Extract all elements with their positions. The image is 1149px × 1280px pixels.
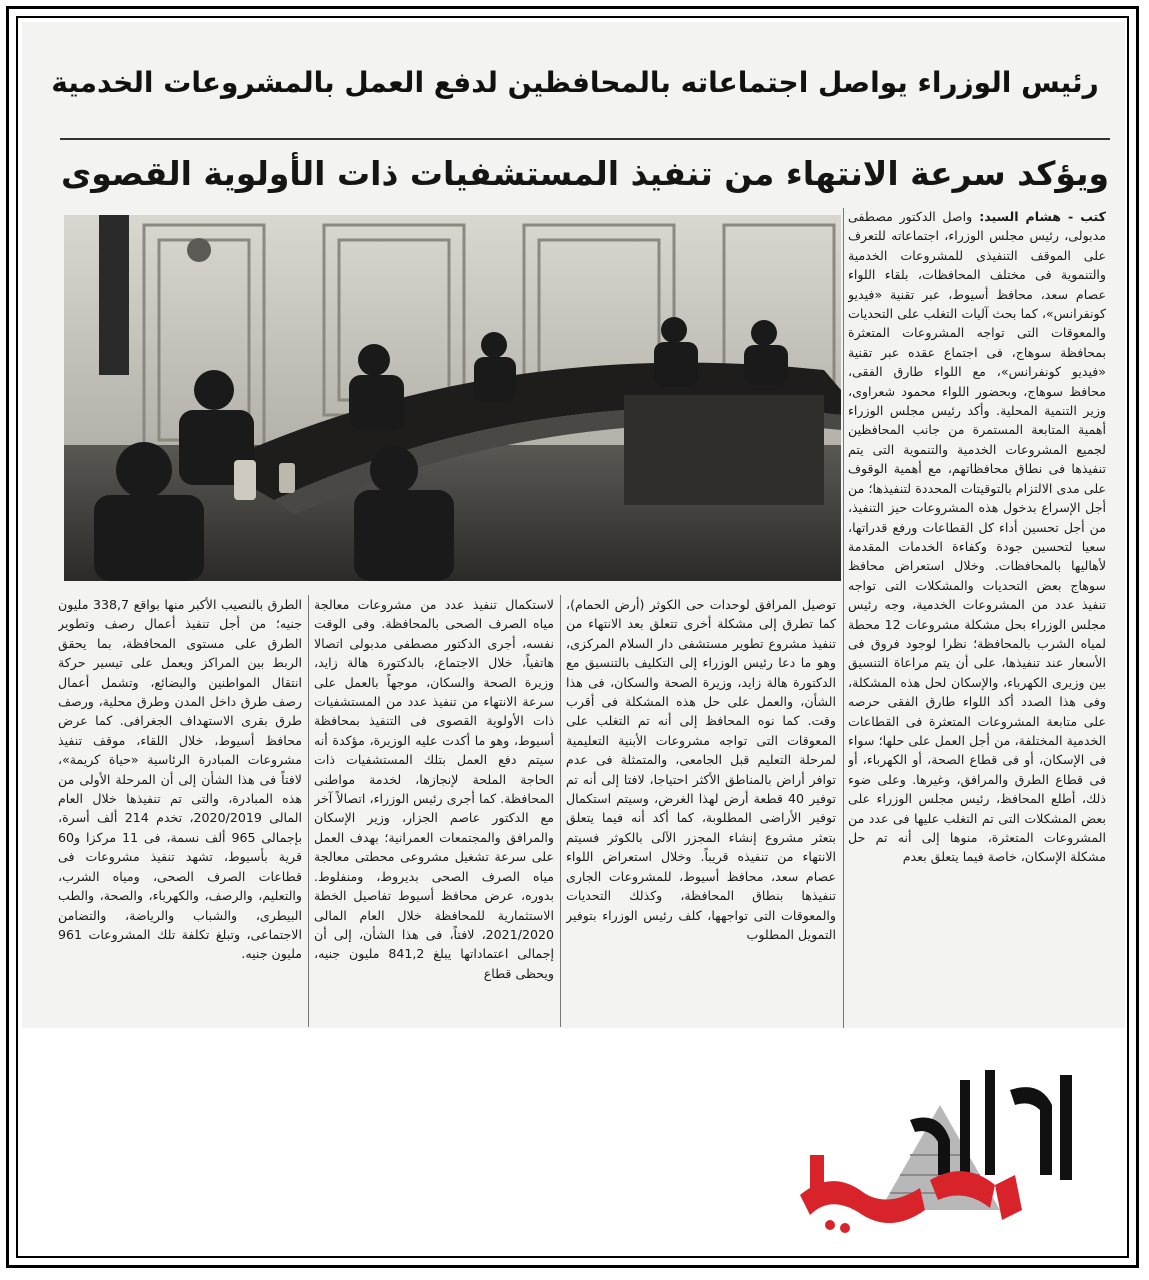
meeting-photo-illustration [64, 215, 841, 581]
column-divider [560, 595, 561, 1027]
column-divider [308, 595, 309, 1027]
subheadline: ويؤكد سرعة الانتهاء من تنفيذ المستشفيات ذات الأولوية القصوى [61, 154, 1109, 193]
article-column-3: لاستكمال تنفيذ عدد من مشروعات معالجة مياه الصرف الصحى بالمحافظة. وفى الوقت نفسه، أجرى الدكتور مصطفى مدبولى اتصالا هاتفياً، خلال الاجتماع، بالدكتورة هالة زايد، وزيرة الصحة والسكان، موجهاً بالعمل على سرعة الانتهاء من تنفيذ عدد من المستشفيات ذات الأولوية القصوى فى التنفيذ بمحافظة أسيوط، وهو ما أكدت عليه الوزيرة، مؤكدة أنه سيتم دفع العمل بتلك المستشفيات ذات الحاجة الملحة لإنجازها، لخدمة مواطنى المحافظة. كما أجرى رئيس الوزراء، اتصالاً آخر مع الدكتور عاصم الجزار، وزير الإسكان والمرافق والمجتمعات العمرانية؛ بهدف العمل على سرعة تشغيل مشروعى محطتى معالجة مياه الصرف الصحى بديروط، ومنفلوط. بدوره، عرض محافظ أسيوط تفاصيل الخطة الاستثمارية للمحافظة خلال العام المالى 2021/2020، لافتاً، فى هذا الشأن، إلى أن إجمالى اعتماداتها يبلغ 841,2 مليون جنيه، ويحظى قطاع [314, 597, 554, 981]
byline: كتب - هشام السيد: [972, 209, 1106, 224]
headline-rule [60, 138, 1110, 140]
column-divider [843, 208, 844, 1028]
article-column-1 [848, 207, 1106, 1029]
meeting-photo [64, 215, 841, 581]
newspaper-logo [790, 1060, 1090, 1240]
article-column-2: توصيل المرافق لوحدات حى الكوثر (أرض الحمام)، كما تطرق إلى مشكلة أخرى تتعلق بعد الانتهاء من تنفيذ مشروع تطوير مستشفى دار السلام المركزى، وهو ما دعا رئيس الوزراء إلى التكليف بالتنسيق مع الدكتورة هالة زايد، وزيرة الصحة والسكان، فى هذا الشأن، والعمل على حل هذه المشكلة فى أقرب وقت. كما نوه المحافظ إلى أنه تم التغلب على المعوقات التى تواجه مشروعات الأبنية التعليمية لمرحلة التعليم قبل الجامعى، والمتمثلة فى عدم توافر أراض بالمناطق الأكثر احتياجا، لافتا إلى أنه تم توفير 40 قطعة أرض لهذا الغرض، وسيتم استكمال توفير الأراضى المطلوبة، كما أكد أنه فيما يتعلق بتعثر مشروع إنشاء المجزر الآلى بالكوثر فسيتم الانتهاء من تنفيذه قريباً. وخلال استعراض اللواء عصام سعد، محافظ أسيوط، للمشروعات الجارى تنفيذها بنطاق المحافظة، وكذلك التحديات والمعوقات التى تواجهها، كلف رئيس الوزراء بتوفير التمويل المطلوب [566, 597, 836, 942]
article-column-4: الطرق بالنصيب الأكبر منها بواقع 338,7 مليون جنيه؛ من أجل تنفيذ أعمال رصف وتطوير الطرق على مستوى المحافظة، بما يحقق الربط بين المراكز ويعمل على تيسير حركة انتقال المواطنين والبضائع، وتشمل أعمال رصف طرق داخل المدن وطرق محلية، ورصف طرق بقرى الاستهداف الجغرافى. كما عرض محافظ أسيوط، خلال اللقاء، موقف تنفيذ مشروعات المبادرة الرئاسية «حياة كريمة»، لافتاً فى هذا الشأن إلى أن المرحلة الأولى من هذه المبادرة، والتى تم تنفيذها خلال العام المالى 2020/2019، تخدم 214 ألف أسرة، بإجمالى 965 ألف نسمة، فى 11 مركزا و60 قرية بأسيوط، تشهد تنفيذ مشروعات فى قطاعات الصرف الصحى، ومياه الشرب، والتعليم، والرصف، والكهرباء، والصحة، والطب البيطرى، والشباب والرياضة، والتضامن الاجتماعى، وتبلغ تكلفة تلك المشروعات 961 مليون جنيه. [58, 597, 302, 962]
column-1-text: واصل الدكتور مصطفى مدبولى، رئيس مجلس الوزراء، اجتماعاته للتعرف على الموقف التنفيذى للمشروعات الخدمية والتنموية فى مختلف المحافظات، بلقاء اللواء عصام سعد، محافظ أسيوط، عبر تقنية «فيديو كونفرانس»، كما بحث آليات التغلب على التحديات والمعوقات التى تواجه المشروعات المتعثرة بمحافظة سوهاج، فى اجتماع عقده عبر تقنية «فيديو كونفرانس»، مع اللواء طارق الفقى، محافظ سوهاج، وبحضور اللواء محمود شعراوى، وزير التنمية المحلية. وأكد رئيس مجلس الوزراء أهمية المتابعة المستمرة من جانب المحافظين لجميع المشروعات الخدمية والتنموية التى يتم تنفيذها فى نطاق محافظاتهم، مع أهمية الوقوف على مدى الالتزام بالتوقيتات المحددة لتنفيذها؛ من أجل الإسراع بدخول هذه المشروعات حيز التنفيذ، من أجل تحسين أداء كل القطاعات ورفع قدراتها، سعيا لتحسين جودة وكفاءة الخدمات المقدمة لأهاليها بالمحافظات. وخلال استعراض محافظ سوهاج بعض التحديات والمشكلات التى تواجه تنفيذ عدد من المشروعات الخدمية، وجه رئيس مجلس الوزراء بحل مشكلة مشروعات 12 محطة لمياه الشرب بالمحافظة؛ نظرا لوجود فروق فى الأسعار عند تنفيذها، على أن يتم مراعاة التنسيق بين وزيرى الكهرباء، والإسكان لحل هذه المشكلة، وفى هذا الصدد أكد اللواء طارق الفقى حرصه على متابعة المشروعات المتعثرة فى القطاعات الخدمية المختلفة، من أجل العمل على حلها؛ سواء فى الإسكان، أو فى قطاع الصحة، أو الكهرباء، أو فى قطاع الطرق والمرافق، وغيرها. وعلى ضوء ذلك، أطلع المحافظ، رئيس مجلس الوزراء على بعض المشكلات التى تم التغلب عليها فى عدد من المشروعات المتعثرة، منوها إلى أنه تم حل مشكلة الإسكان، خاصة فيما يتعلق بعدم [848, 209, 1106, 865]
logo-artwork [790, 1060, 1090, 1240]
headline: رئيس الوزراء يواصل اجتماعاته بالمحافظين لدفع العمل بالمشروعات الخدمية [51, 66, 1099, 99]
